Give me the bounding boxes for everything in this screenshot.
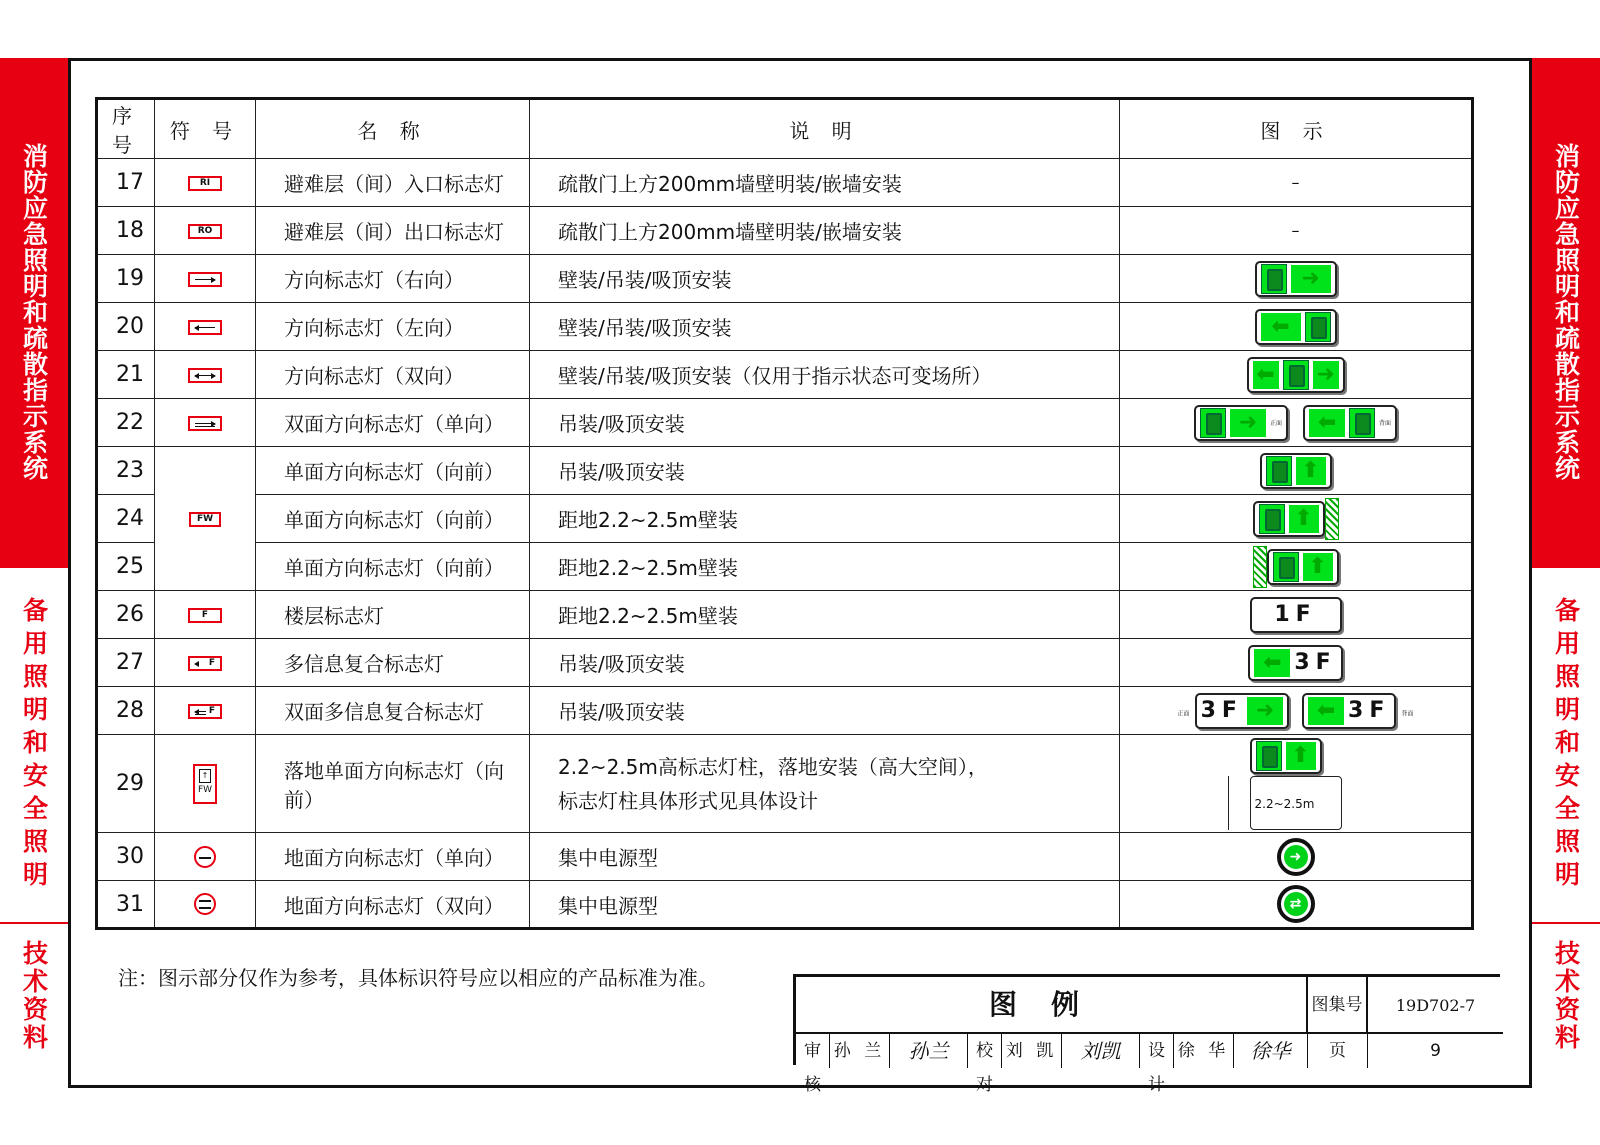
side-tab-backup-right[interactable]: 备用照明和安全照明 [1532, 566, 1600, 922]
back-label: 背面 [1401, 710, 1414, 717]
multi-info-sign [1248, 645, 1342, 681]
side-tab-technical[interactable]: 技术资料 [0, 922, 68, 1067]
floor-text: 1F [1274, 602, 1317, 627]
name-cell: 双面多信息复合标志灯 [256, 687, 530, 735]
page-value: 9 [1430, 1041, 1441, 1061]
arrow-left-icon: ⬅ [1308, 697, 1344, 725]
front-label: 正面 [1177, 710, 1190, 717]
check-name: 刘 凯 [1002, 1034, 1062, 1068]
floor-symbol: F [188, 608, 222, 623]
exit-sign-left [1255, 309, 1337, 345]
side-tab-backup[interactable]: 备用照明和安全照明 [0, 566, 68, 922]
row-number: 18 [97, 207, 155, 255]
floor-sign [1250, 597, 1342, 633]
row-number: 28 [97, 687, 155, 735]
row-number: 25 [97, 543, 155, 591]
figure-cell [1120, 447, 1473, 495]
header-no: 序 号 [97, 99, 155, 159]
desc-cell: 吊装/吸顶安装 [530, 687, 1120, 735]
review-signature: 孙兰 [890, 1034, 968, 1068]
arrow-right-icon: ➜ [1247, 697, 1283, 725]
name-cell: 避难层（间）出口标志灯 [256, 207, 530, 255]
desc-cell: 距地2.2~2.5m壁装 [530, 495, 1120, 543]
exit-sign-back [1303, 405, 1397, 441]
exit-sign-right [1255, 261, 1337, 297]
desc-cell: 疏散门上方200mm墙壁明装/嵌墙安装 [530, 159, 1120, 207]
double-multi-info-symbol [188, 704, 222, 719]
multi-info-symbol [188, 656, 222, 671]
symbol-f: F [208, 706, 215, 716]
desc-cell: 吊装/吸顶安装 [530, 447, 1120, 495]
floor-text: 3F [1294, 650, 1337, 675]
check-signature: 刘凯 [1062, 1034, 1140, 1068]
desc-line-2: 标志灯柱具体形式见具体设计 [558, 788, 818, 813]
name-cell: 方向标志灯（双向） [256, 351, 530, 399]
desc-line-1: 2.2~2.5m高标志灯柱，落地安装（高大空间）， [558, 754, 988, 779]
drawing-title: 图例 [796, 977, 1308, 1034]
table-header-row [97, 99, 1473, 159]
figure-cell [1120, 495, 1473, 543]
arrow-left-icon: ⬅ [1261, 313, 1301, 341]
floor-standing-symbol [193, 764, 217, 804]
running-man-icon [1261, 264, 1287, 294]
desc-cell: 壁装/吊装/吸顶安装 [530, 303, 1120, 351]
figure-cell: – [1120, 207, 1473, 255]
row-number: 19 [97, 255, 155, 303]
ground-direction-symbol [194, 846, 216, 868]
name-cell: 单面方向标志灯（向前） [256, 495, 530, 543]
row-number: 26 [97, 591, 155, 639]
symbol-cell [155, 399, 256, 447]
title-block [793, 974, 1500, 1095]
name-cell: 地面方向标志灯（单向） [256, 833, 530, 881]
header-symbol: 符 号 [155, 99, 256, 159]
desc-cell [530, 735, 1120, 833]
desc-cell: 吊装/吸顶安装 [530, 639, 1120, 687]
header-name: 名 称 [256, 99, 530, 159]
desc-cell: 距地2.2~2.5m壁装 [530, 591, 1120, 639]
figure-cell [1120, 543, 1473, 591]
desc-cell: 疏散门上方200mm墙壁明装/嵌墙安装 [530, 207, 1120, 255]
name-cell: 方向标志灯（左向） [256, 303, 530, 351]
symbol-cell [155, 255, 256, 303]
row-number: 17 [97, 159, 155, 207]
exit-sign-front [1194, 405, 1288, 441]
name-cell: 落地单面方向标志灯（向前） [256, 735, 530, 833]
row-number: 29 [97, 735, 155, 833]
desc-cell: 集中电源型 [530, 833, 1120, 881]
page-label: 页 [1308, 1034, 1368, 1068]
desc-cell: 壁装/吊装/吸顶安装（仅用于指示状态可变场所） [530, 351, 1120, 399]
multi-info-sign-back [1302, 693, 1396, 729]
running-man-icon [1273, 552, 1299, 582]
figure-cell [1120, 735, 1473, 833]
design-signature: 徐华 [1234, 1034, 1308, 1068]
exit-sign-forward-wall2 [1267, 549, 1339, 585]
symbol-cell [155, 303, 256, 351]
symbol-cell [155, 591, 256, 639]
arrow-up-icon: ⬆ [1289, 505, 1319, 533]
set-number-value: 19D702-7 [1368, 977, 1503, 1034]
running-man-icon [1305, 312, 1331, 342]
table-row [97, 639, 1473, 687]
table-row [97, 399, 1473, 447]
arrow-up-icon: ⬆ [1296, 457, 1326, 485]
header-figure: 图 示 [1120, 99, 1473, 159]
back-label: 背面 [1379, 420, 1392, 427]
desc-cell: 壁装/吊装/吸顶安装 [530, 255, 1120, 303]
table-row [97, 447, 1473, 495]
exit-sign-forward [1260, 453, 1332, 489]
side-tab-technical-right[interactable]: 技术资料 [1532, 922, 1600, 1067]
sign-post [1250, 776, 1342, 830]
desc-cell: 吊装/吸顶安装 [530, 399, 1120, 447]
arrow-left-icon: ⬅ [1253, 361, 1279, 389]
name-cell: 单面方向标志灯（向前） [256, 543, 530, 591]
wall-hatch-left [1253, 546, 1267, 588]
arrow-up-icon: ⬆ [1303, 553, 1333, 581]
table-row [97, 255, 1473, 303]
table-row [97, 159, 1473, 207]
floor-standing-figure [1246, 738, 1346, 830]
table-row [97, 687, 1473, 735]
row-number: 22 [97, 399, 155, 447]
post-height-text: 2.2~2.5m [1254, 796, 1315, 811]
table-row [97, 303, 1473, 351]
figure-cell [1120, 639, 1473, 687]
desc-cell: 集中电源型 [530, 881, 1120, 929]
wall-hatch-right [1325, 498, 1339, 540]
design-label: 设计 [1140, 1034, 1174, 1068]
name-cell: 单面方向标志灯（向前） [256, 447, 530, 495]
table-row [97, 881, 1473, 929]
arrow-up-icon: ↑ [199, 769, 211, 783]
symbol-cell [155, 159, 256, 207]
running-man-icon [1259, 504, 1285, 534]
figure-cell: – [1120, 159, 1473, 207]
exit-sign-both [1247, 357, 1345, 393]
table-row [97, 735, 1473, 833]
signature-row [796, 1034, 1503, 1095]
direction-left-symbol [188, 320, 222, 335]
table-row [97, 207, 1473, 255]
table-row [97, 495, 1473, 543]
exit-sign-forward-wall [1253, 501, 1325, 537]
name-cell: 地面方向标志灯（双向） [256, 881, 530, 929]
review-name: 孙 兰 [830, 1034, 890, 1068]
symbol-f: F [208, 658, 215, 668]
legend-table [95, 97, 1474, 930]
ground-sign-double [1277, 885, 1315, 923]
dimension-line [1228, 776, 1229, 830]
front-label: 正面 [1269, 420, 1282, 427]
figure-cell [1120, 833, 1473, 881]
table-row [97, 591, 1473, 639]
figure-cell [1120, 687, 1473, 735]
arrow-right-icon: ➜ [1230, 409, 1266, 437]
symbol-cell [155, 447, 256, 591]
desc-cell: 距地2.2~2.5m壁装 [530, 543, 1120, 591]
symbol-cell [155, 687, 256, 735]
arrow-left-icon: ⬅ [1254, 649, 1290, 677]
review-label: 审核 [796, 1034, 830, 1068]
multi-info-sign-front [1195, 693, 1289, 729]
arrow-left-icon: ⬅ [1309, 409, 1345, 437]
figure-cell [1120, 399, 1473, 447]
refuge-exit-symbol: RO [188, 224, 222, 239]
refuge-entry-symbol: RI [188, 176, 222, 191]
arrow-both-icon: ⇄ [1284, 892, 1308, 916]
arrow-right-icon: ➜ [1313, 361, 1339, 389]
ground-direction-both-symbol [194, 893, 216, 915]
figure-cell [1120, 881, 1473, 929]
direction-right-symbol [188, 272, 222, 287]
check-label: 校对 [968, 1034, 1002, 1068]
floor-text: 3F [1348, 698, 1391, 723]
running-man-icon [1349, 408, 1375, 438]
design-name: 徐 华 [1174, 1034, 1234, 1068]
exit-sign-forward-post [1250, 738, 1322, 774]
running-man-icon [1283, 360, 1309, 390]
arrow-right-icon: ➜ [1291, 265, 1331, 293]
row-number: 30 [97, 833, 155, 881]
name-cell: 楼层标志灯 [256, 591, 530, 639]
row-number: 23 [97, 447, 155, 495]
double-face-direction-symbol [188, 416, 222, 431]
name-cell: 双面方向标志灯（单向） [256, 399, 530, 447]
table-row [97, 833, 1473, 881]
set-number-label: 图集号 [1308, 977, 1368, 1034]
side-tab-emergency-right[interactable]: 消防应急照明和疏散指示系统 [1532, 58, 1600, 566]
ground-sign-single [1277, 838, 1315, 876]
row-number: 24 [97, 495, 155, 543]
name-cell: 方向标志灯（右向） [256, 255, 530, 303]
name-cell: 避难层（间）入口标志灯 [256, 159, 530, 207]
arrow-up-icon: ⬆ [1286, 742, 1316, 770]
symbol-cell [155, 207, 256, 255]
arrow-right-icon: ➜ [1284, 845, 1308, 869]
running-man-icon [1256, 741, 1282, 771]
symbol-cell [155, 351, 256, 399]
symbol-cell [155, 881, 256, 929]
symbol-cell [155, 735, 256, 833]
running-man-icon [1200, 408, 1226, 438]
row-number: 21 [97, 351, 155, 399]
floor-text: 3F [1200, 698, 1243, 723]
row-number: 31 [97, 881, 155, 929]
figure-cell [1120, 303, 1473, 351]
name-cell: 多信息复合标志灯 [256, 639, 530, 687]
figure-cell [1120, 591, 1473, 639]
header-desc: 说 明 [530, 99, 1120, 159]
forward-direction-symbol: FW [189, 512, 221, 527]
table-row [97, 351, 1473, 399]
figure-cell [1120, 255, 1473, 303]
symbol-fw: FW [197, 784, 213, 795]
table-row [97, 543, 1473, 591]
footnote: 注：图示部分仅作为参考，具体标识符号应以相应的产品标准为准。 [118, 966, 718, 990]
symbol-cell [155, 639, 256, 687]
row-number: 20 [97, 303, 155, 351]
side-tab-emergency[interactable]: 消防应急照明和疏散指示系统 [0, 58, 68, 566]
row-number: 27 [97, 639, 155, 687]
running-man-icon [1266, 456, 1292, 486]
symbol-cell [155, 833, 256, 881]
figure-cell [1120, 351, 1473, 399]
direction-both-symbol [188, 368, 222, 383]
